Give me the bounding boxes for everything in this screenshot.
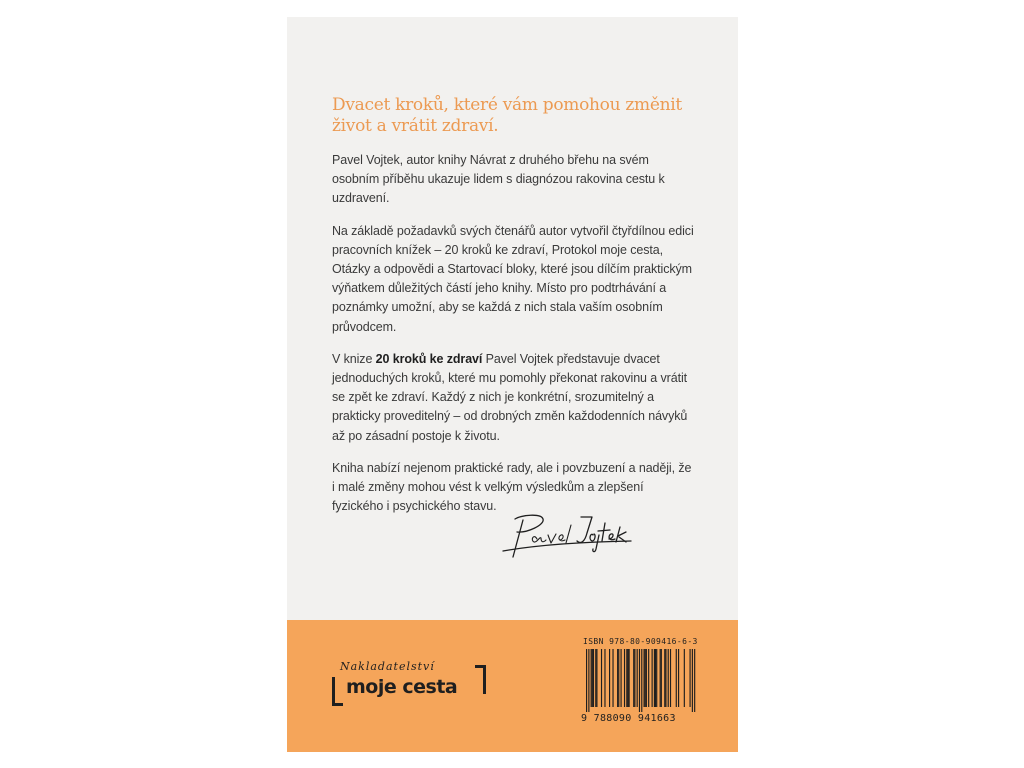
barcode-bar (690, 649, 691, 707)
barcode-bar (648, 649, 649, 707)
logo-bracket-left (332, 677, 343, 706)
paragraph-book-rest: Pavel Vojtek představuje dvacet jednoduchých kroků, které mu pomohly překonat rakovinu a vrátit se zpět ke zdraví. Každý z nich je konkrétní, srozumitelný a prakticky proveditelný – od drobných změn každodenních návyků až po zásadní postoje k životu. (332, 351, 688, 443)
barcode-bar (684, 649, 685, 707)
barcode-bar (618, 649, 619, 707)
barcode-bar (654, 649, 655, 707)
back-cover (287, 17, 738, 752)
barcode-bar (641, 649, 642, 712)
barcode-bar (596, 649, 597, 707)
barcode-bar (646, 649, 647, 707)
barcode-bar (664, 649, 665, 707)
barcode-bar (692, 649, 693, 712)
barcode-bar (633, 649, 634, 707)
barcode-bar (665, 649, 666, 707)
barcode-bar (595, 649, 596, 707)
barcode-bar (593, 649, 594, 707)
isbn-block (581, 637, 701, 732)
paragraph-book-start: V knize (332, 351, 376, 366)
barcode-bar (645, 649, 646, 707)
paragraph-closing: Kniha nabízí nejenom praktické rady, ale i povzbuzení a naději, že i malé změny mohou vést k velkým výsledkům a zlepšení fyzického i psychického stavu. (332, 460, 692, 514)
barcode-bar (627, 649, 628, 707)
barcode-bar (586, 649, 587, 712)
publisher-name: moje cesta (346, 676, 458, 698)
barcode-bar (656, 649, 657, 707)
headline: Dvacet kroků, které vám pomohou změnit život a vrátit zdraví. (332, 95, 682, 136)
barcode-bar (661, 649, 662, 707)
ean-digits: 9 788090 941663 (581, 713, 676, 724)
barcode-bar (694, 649, 695, 712)
barcode-bar (670, 649, 671, 707)
logo-bracket-right (475, 665, 486, 694)
barcode-bar (652, 649, 653, 707)
barcode-bar (660, 649, 661, 707)
barcode-bar (639, 649, 640, 712)
barcode-bar (634, 649, 635, 707)
barcode-bar (609, 649, 610, 707)
barcode-bar (668, 649, 669, 707)
orange-band (287, 620, 738, 752)
author-signature (497, 505, 635, 565)
barcode-bar (624, 649, 625, 707)
barcode-bar (644, 649, 645, 707)
barcode-bar (617, 649, 618, 707)
text-column (332, 95, 694, 529)
barcode-bar (621, 649, 622, 707)
publisher-script-label: Nakladatelství (340, 660, 435, 673)
barcode-bar (588, 649, 589, 712)
barcode-bar (678, 649, 679, 707)
barcode-bar (591, 649, 592, 707)
barcode (581, 649, 699, 713)
publisher-logo (332, 660, 487, 715)
barcode-bar (629, 649, 630, 707)
book-title-bold: 20 kroků ke zdraví (375, 351, 483, 366)
barcode-bar (676, 649, 677, 707)
barcode-bar (626, 649, 627, 707)
barcode-bar (637, 649, 638, 707)
barcode-bar (592, 649, 593, 707)
paragraph-intro: Pavel Vojtek, autor knihy Návrat z druhého břehu na svém osobním příběhu ukazuje lidem s diagnózou rakovina cestu k uzdravení. (332, 153, 665, 206)
barcode-bar (612, 649, 613, 707)
barcode-bar (604, 649, 605, 707)
barcode-bar (655, 649, 656, 707)
isbn-label: ISBN 978-80-909416-6-3 (583, 637, 698, 646)
paragraph-book (332, 350, 694, 446)
barcode-bar (601, 649, 602, 707)
paragraph-edition: Na základě požadavků svých čtenářů autor vytvořil čtyřdílnou edici pracovních knížek – 20 kroků ke zdraví, Protokol moje cesta, Otázky a odpovědi a Startovací bloky, které jsou dílčím praktickým výňatkem důležitých částí jeho knihy. Místo pro podtrhávání a poznámky umožní, aby se každá z nich stala vaším osobním průvodcem. (332, 223, 694, 334)
